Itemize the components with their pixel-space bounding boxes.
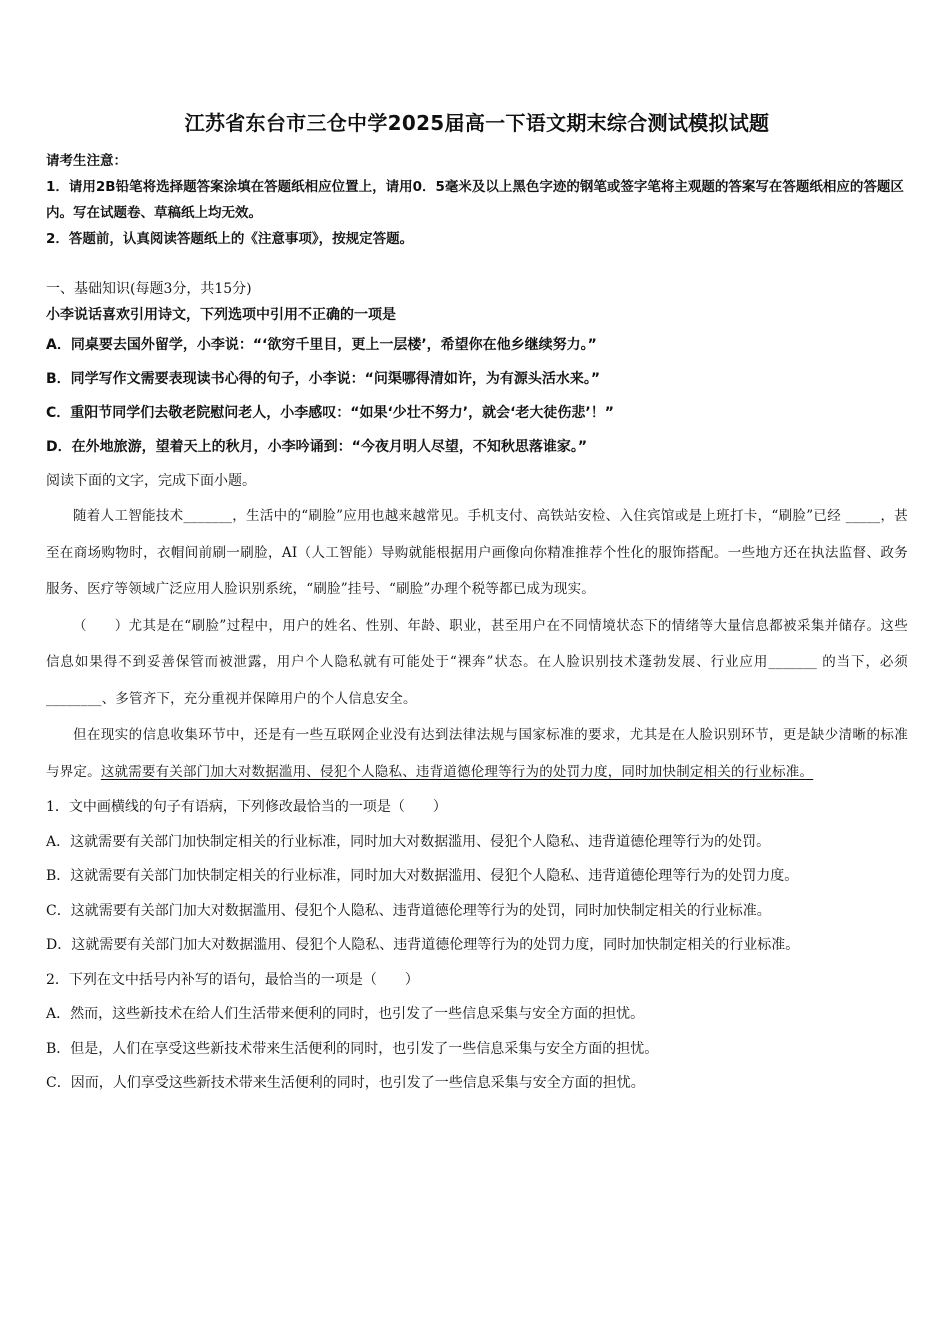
option-a: A．同桌要去国外留学，小李说：“‘欲穷千里目，更上一层楼’，希望你在他乡继续努力。” (46, 337, 597, 353)
section-heading: 一、基础知识(每题3分，共15分) (46, 281, 252, 297)
question-1 (46, 790, 908, 963)
notice-item-1: 1．请用2B铅笔将选择题答案涂填在答题纸相应位置上，请用0．5毫米及以上黑色字迹的钢笔或签字笔将主观题的答案写在答题纸相应的答题区内。写在试题卷、草稿纸上均无效。 (46, 179, 904, 221)
question-1-option-d: D．这就需要有关部门加大对数据滥用、侵犯个人隐私、违背道德伦理等行为的处罚力度，同时加快制定相关的行业标准。 (46, 937, 800, 953)
question-1-option-a: A．这就需要有关部门加快制定相关的行业标准，同时加大对数据滥用、侵犯个人隐私、违背道德伦理等行为的处罚。 (46, 833, 771, 850)
passage-paragraph-2: （ ）尤其是在“刷脸”过程中，用户的姓名、性别、年龄、职业，甚至用户在不同情境状态下的情绪等大量信息都被采集并储存。这些信息如果得不到妥善保管而被泄露，用户个人隐私就有可能处于“裸奔”状态。在人脸识别技术蓬勃发展、行业应用_______ 的当下，必须________、多管齐下，充分重视并保障用户的个人信息安全。 (46, 617, 908, 707)
paragraph-3-text: 但在现实的信息收集环节中，还是有一些互联网企业没有达到法律法规与国家标准的要求，尤其是在人脸识别环节，更是缺少清晰的标准与界定。 (46, 727, 908, 780)
exam-title: 江苏省东台市三仓中学2025届高一下语文期末综合测试模拟试题 (184, 111, 770, 135)
question-2-option-b: B．但是，人们在享受这些新技术带来生活便利的同时，也引发了一些信息采集与安全方面的担忧。 (46, 1040, 659, 1057)
reading-intro: 阅读下面的文字，完成下面小题。 (46, 473, 256, 489)
exam-page (46, 108, 908, 1101)
reading-passage (46, 498, 908, 790)
question-stem: 小李说话喜欢引用诗文，下列选项中引用不正确的一项是 (46, 307, 396, 323)
question-2-stem: 2．下列在文中括号内补写的语句，最恰当的一项是（ ） (46, 971, 419, 988)
question-1-stem: 1．文中画横线的句子有语病，下列修改最恰当的一项是（ ） (46, 799, 447, 815)
notice-item-2: 2．答题前，认真阅读答题纸上的《注意事项》，按规定答题。 (46, 231, 414, 247)
notice-heading: 请考生注意： (46, 153, 127, 169)
passage-paragraph-1: 随着人工智能技术_______，生活中的“刷脸”应用也越来越常见。手机支付、高铁站安检、入住宾馆或是上班打卡，“刷脸”已经 _____，甚至在商场购物时，衣帽间前刷一刷脸，AI（人工智能）导购就能根据用户画像向你精准推荐个性化的服饰搭配。一些地方还在执法监督、政务服务、医疗等领域广泛应用人脸识别系统，“刷脸”挂号、“刷脸”办理个税等都已成为现实。 (46, 508, 908, 597)
question-2-option-c: C．因而，人们享受这些新技术带来生活便利的同时，也引发了一些信息采集与安全方面的担忧。 (46, 1075, 645, 1091)
passage-paragraph-3 (46, 717, 908, 790)
option-d: D．在外地旅游，望着天上的秋月，小李吟诵到：“今夜月明人尽望，不知秋思落谁家。” (46, 439, 588, 455)
option-c: C．重阳节同学们去敬老院慰问老人，小李感叹：“如果‘少壮不努力’，就会‘老大徒伤悲’！” (46, 405, 614, 421)
option-b: B．同学写作文需要表现读书心得的句子，小李说：“问渠哪得清如许，为有源头活水来。” (46, 371, 601, 387)
question-quotation (46, 302, 908, 464)
notice-block (46, 148, 908, 252)
question-2-option-a: A．然而，这些新技术在给人们生活带来便利的同时，也引发了一些信息采集与安全方面的担忧。 (46, 1006, 645, 1022)
question-2 (46, 963, 908, 1101)
question-1-option-c: C．这就需要有关部门加大对数据滥用、侵犯个人隐私、违背道德伦理等行为的处罚，同时加快制定相关的行业标准。 (46, 902, 771, 919)
section-basic-knowledge (46, 276, 908, 302)
underlined-sentence: 这就需要有关部门加大对数据滥用、侵犯个人隐私、违背道德伦理等行为的处罚力度，同时加快制定相关的行业标准。 (100, 763, 814, 780)
question-1-option-b: B．这就需要有关部门加快制定相关的行业标准，同时加大对数据滥用、侵犯个人隐私、违背道德伦理等行为的处罚力度。 (46, 868, 799, 884)
